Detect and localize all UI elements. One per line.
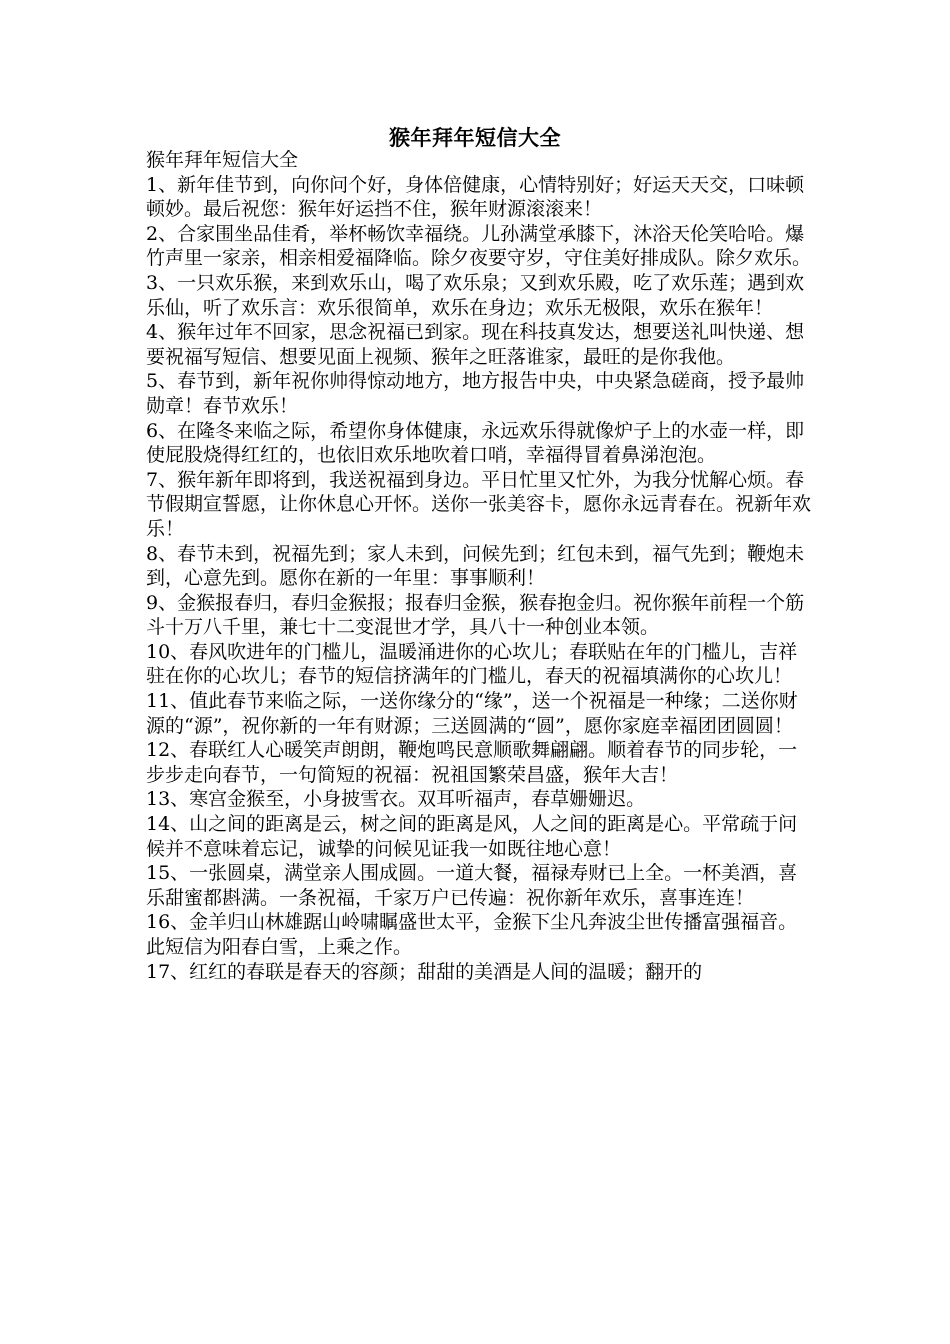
paragraph: 4、猴年过年不回家，思念祝福已到家。现在科技真发达，想要送礼叫快递、想要祝福写短信、想要见面上视频、猴年之旺落谁家，最旺的是你我他。 xyxy=(146,321,805,368)
paragraph: 2、合家围坐品佳肴，举杯畅饮幸福绕。儿孙满堂承膝下，沐浴天伦笑哈哈。爆竹声里一家亲，相亲相爱福降临。除夕夜要守岁，守住美好排成队。除夕欢乐。 xyxy=(146,222,812,270)
paragraph: 12、春联红人心暖笑声朗朗，鞭炮鸣民意顺歌舞翩翩。顺着春节的同步轮，一步步走向春节，一句简短的祝福：祝祖国繁荣昌盛，猴年大吉！ xyxy=(146,739,798,786)
paragraph: 14、山之间的距离是云，树之间的距离是风，人之间的距离是心。平常疏于问候并不意味着忘记，诚挚的问候见证我一如既往地心意！ xyxy=(146,813,798,860)
paragraph: 13、寒宫金猴至，小身披雪衣。双耳听福声，春草姗姗迟。 xyxy=(146,788,646,811)
paragraph: 9、金猴报春归，春归金猴报；报春归金猴，猴春抱金归。祝你猴年前程一个筋斗十万八千里，兼七十二变混世才学，具八十一种创业本领。 xyxy=(146,591,805,639)
paragraph: 1、新年佳节到，向你问个好，身体倍健康，心情特别好；好运天天交，口味顿顿妙。最后祝您：猴年好运挡不住，猴年财源滚滚来！ xyxy=(146,173,805,221)
document-body xyxy=(146,148,816,984)
paragraph: 17、红红的春联是春天的容颜；甜甜的美酒是人间的温暖；翻开的 xyxy=(146,960,703,983)
paragraph: 5、春节到，新年祝你帅得惊动地方，地方报告中央，中央紧急磋商，授予最帅勋章！春节欢乐！ xyxy=(146,370,805,417)
paragraph: 6、在隆冬来临之际，希望你身体健康，永远欢乐得就像炉子上的水壶一样，即使屁股烧得红红的，也依旧欢乐地吹着口哨，幸福得冒着鼻涕泡泡。 xyxy=(146,419,805,467)
paragraph: 11、值此春节来临之际，一送你缘分的“缘”，送一个祝福是一种缘；二送你财源的“源”，祝你新的一年有财源；三送圆满的“圆”，愿你家庭幸福团团圆圆！ xyxy=(146,690,798,737)
paragraph: 7、猴年新年即将到，我送祝福到身边。平日忙里又忙外，为我分忧解心烦。春节假期宣誓愿，让你休息心开怀。送你一张美容卡，愿你永远青春在。祝新年欢乐！ xyxy=(146,468,812,540)
document-subtitle: 猴年拜年短信大全 xyxy=(146,149,299,171)
paragraph: 15、一张圆桌，满堂亲人围成圆。一道大餐，福禄寿财已上全。一杯美酒，喜乐甜蜜都斟满。一条祝福，千家万户已传遍：祝你新年欢乐，喜事连连！ xyxy=(146,862,798,909)
paragraph: 16、金羊归山林雄踞山岭啸瞩盛世太平，金猴下尘凡奔波尘世传播富强福音。此短信为阳春白雪，上乘之作。 xyxy=(146,911,798,958)
paragraph: 8、春节未到，祝福先到；家人未到，问候先到；红包未到，福气先到；鞭炮未到，心意先到。愿你在新的一年里：事事顺利！ xyxy=(146,542,805,590)
document-title: 猴年拜年短信大全 xyxy=(389,126,561,150)
paragraph: 3、一只欢乐猴，来到欢乐山，喝了欢乐泉；又到欢乐殿，吃了欢乐莲；遇到欢乐仙，听了欢乐言：欢乐很简单，欢乐在身边；欢乐无极限，欢乐在猴年！ xyxy=(146,271,805,319)
paragraph: 10、春风吹进年的门槛儿，温暖涌进你的心坎儿；春联贴在年的门槛儿，吉祥驻在你的心坎儿；春节的短信挤满年的门槛儿，春天的祝福填满你的心坎儿！ xyxy=(146,640,798,688)
